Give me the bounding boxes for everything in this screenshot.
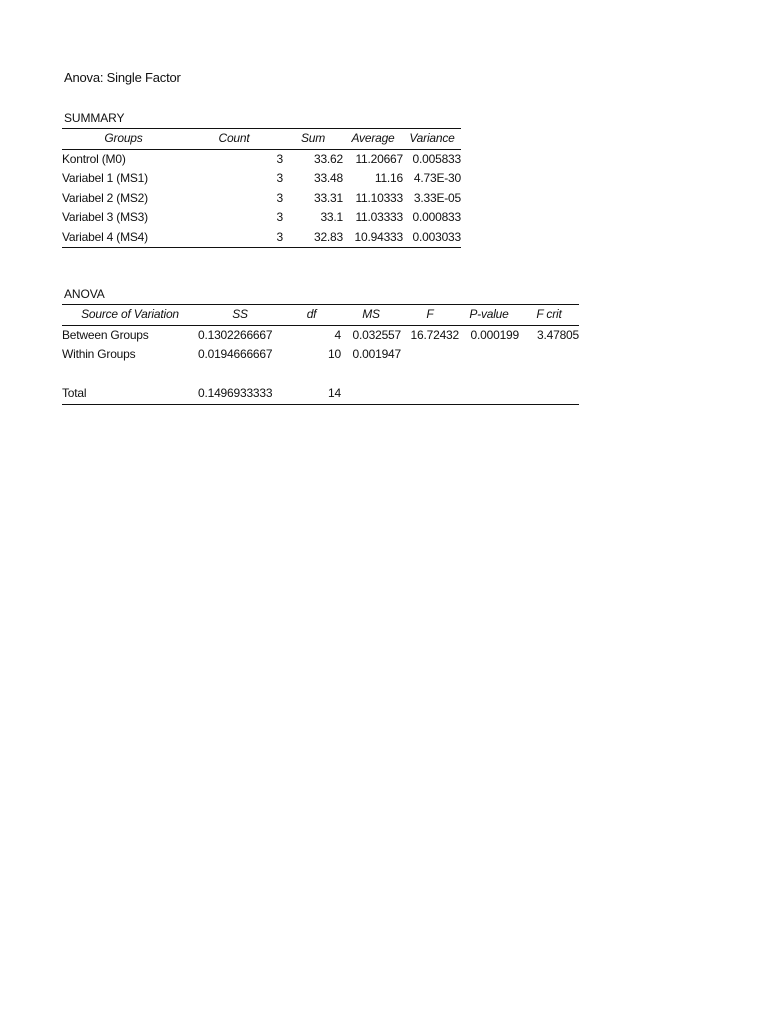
table-row [62, 325, 579, 345]
variance-cell: 0.005833 [412, 151, 461, 166]
source-cell [62, 365, 198, 385]
f-cell [401, 365, 459, 385]
df-cell: 10 [328, 347, 341, 361]
count-cell: 3 [276, 190, 283, 205]
header-source: Source of Variation [62, 305, 198, 326]
header-ss: SS [198, 305, 282, 326]
header-df: df [282, 305, 341, 326]
average-cell: 10.94333 [343, 228, 403, 248]
table-row [62, 228, 461, 248]
table-row [62, 169, 461, 189]
header-f-crit: F crit [519, 305, 579, 326]
p-value-cell [459, 365, 519, 385]
df-cell [282, 365, 341, 385]
ss-cell [198, 365, 282, 385]
average-cell: 11.10333 [355, 190, 403, 205]
header-ms: MS [341, 305, 401, 326]
sum-cell: 33.48 [313, 171, 343, 185]
variance-cell: 3.33E-05 [413, 190, 461, 205]
group-name: Variabel 4 (MS4) [62, 228, 185, 248]
table-row [62, 189, 461, 209]
table-row [62, 208, 461, 228]
average-cell: 11.20667 [355, 151, 403, 166]
anova-table [62, 304, 579, 405]
p-value-cell [459, 384, 519, 404]
group-name: Kontrol (M0) [62, 151, 126, 166]
table-row [62, 384, 579, 404]
group-name: Variabel 1 (MS1) [62, 171, 148, 185]
ms-cell [341, 365, 401, 385]
ss-cell: 0.0194666667 [198, 347, 273, 361]
df-cell: 14 [282, 384, 341, 404]
f-cell [401, 384, 459, 404]
table-row [62, 365, 579, 385]
table-row [62, 149, 461, 169]
anova-header-row [62, 305, 579, 326]
f-crit-cell [519, 384, 579, 404]
header-count: Count [185, 129, 283, 150]
f-crit-cell [519, 365, 579, 385]
source-cell: Between Groups [62, 327, 149, 342]
header-p-value: P-value [459, 305, 519, 326]
f-cell: 16.72432 [410, 327, 459, 342]
summary-label: SUMMARY [64, 111, 125, 125]
header-groups: Groups [62, 129, 185, 150]
ss-cell: 0.1302266667 [198, 327, 273, 342]
sum-cell: 33.1 [320, 210, 343, 224]
f-cell [401, 345, 459, 365]
average-cell: 11.16 [374, 171, 403, 185]
sum-cell: 33.31 [313, 190, 343, 205]
ms-cell: 0.032557 [352, 327, 401, 342]
count-cell: 3 [276, 210, 283, 224]
ss-cell: 0.1496933333 [198, 384, 282, 404]
header-sum: Sum [283, 129, 343, 150]
sum-cell: 32.83 [283, 228, 343, 248]
source-cell: Within Groups [62, 347, 136, 361]
p-value-cell [459, 345, 519, 365]
page-title: Anova: Single Factor [64, 70, 181, 85]
group-name: Variabel 3 (MS3) [62, 210, 148, 224]
header-variance: Variance [403, 129, 461, 150]
count-cell: 3 [276, 151, 283, 166]
average-cell: 11.03333 [355, 210, 403, 224]
anova-label: ANOVA [64, 287, 105, 301]
sum-cell: 33.62 [313, 151, 343, 166]
df-cell: 4 [334, 327, 341, 342]
count-cell: 3 [185, 228, 283, 248]
table-row [62, 345, 579, 365]
ms-cell [341, 384, 401, 404]
variance-cell: 0.003033 [403, 228, 461, 248]
header-average: Average [343, 129, 403, 150]
header-f: F [401, 305, 459, 326]
f-crit-cell: 3.47805 [537, 327, 579, 342]
f-crit-cell [519, 345, 579, 365]
ms-cell: 0.001947 [352, 347, 401, 361]
group-name: Variabel 2 (MS2) [62, 190, 148, 205]
source-cell: Total [62, 384, 198, 404]
summary-header-row [62, 129, 461, 150]
variance-cell: 0.000833 [412, 210, 461, 224]
p-value-cell: 0.000199 [470, 327, 519, 342]
summary-table [62, 128, 461, 248]
variance-cell: 4.73E-30 [413, 171, 461, 185]
count-cell: 3 [276, 171, 283, 185]
